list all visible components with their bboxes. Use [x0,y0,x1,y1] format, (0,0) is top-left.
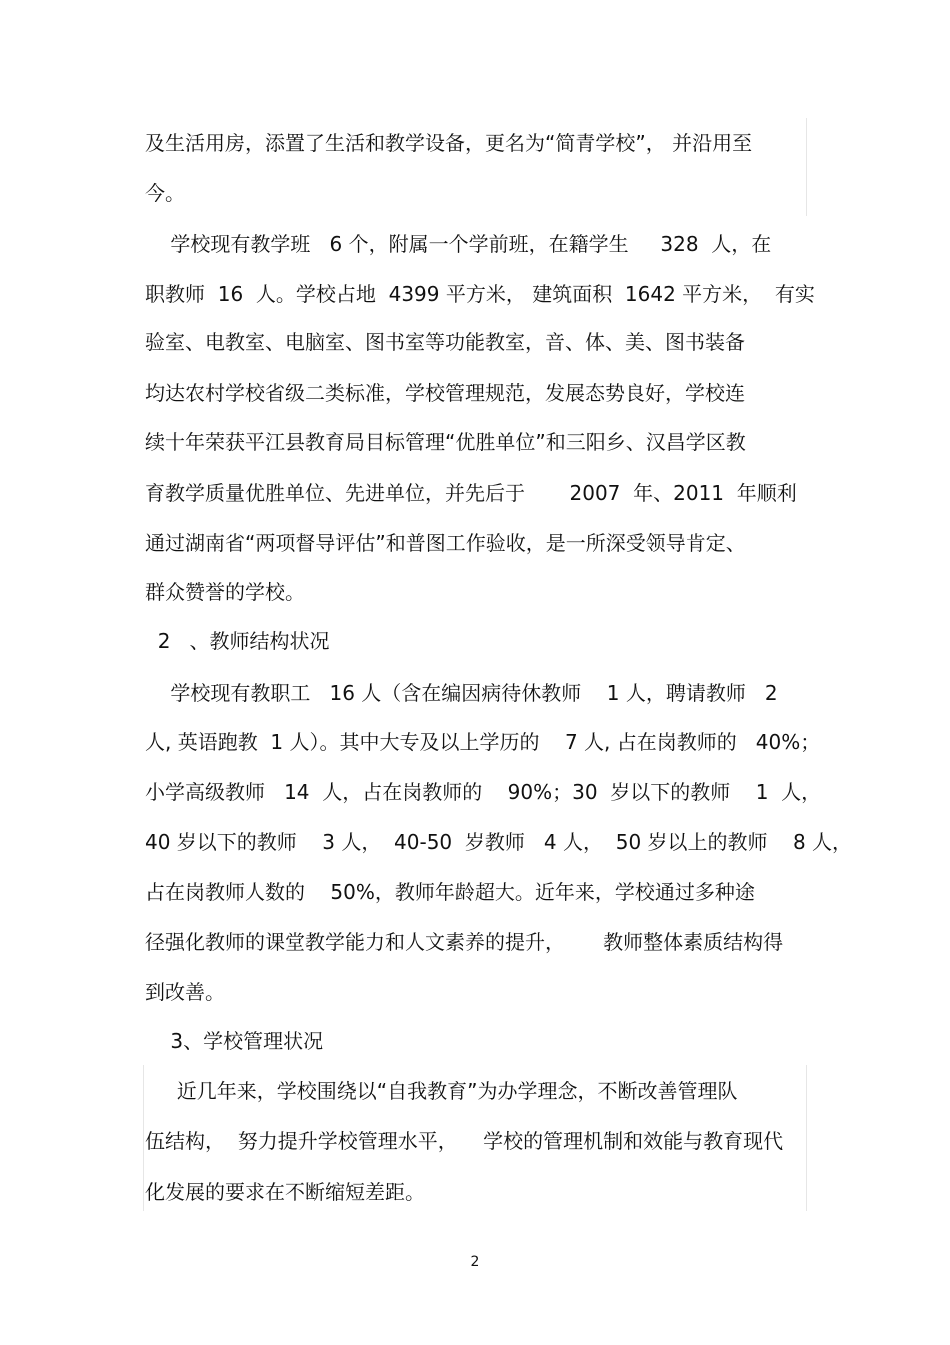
text-line: 今。 [145,181,185,205]
text-line: 近几年来，学校围绕以“自我教育”为办学理念，不断改善管理队 [145,1079,738,1103]
text-line: 伍结构， 努力提升学校管理水平， 学校的管理机制和效能与教育现代 [145,1129,784,1153]
text-line: 人, 英语跑教 1 人）。其中大专及以上学历的 7 人, 占在岗教师的 40%； [145,730,821,754]
text-line: 续十年荣获平江县教育局目标管理“优胜单位”和三阳乡、汉昌学区教 [145,430,746,454]
text-line: 育教学质量优胜单位、先进单位，并先后于 2007 年、2011 年顺利 [145,481,797,505]
frame-rule-bottom-left [143,1065,144,1211]
section-heading: 3、学校管理状况 [145,1029,324,1053]
frame-rule-bottom-right [806,1065,807,1211]
text-line: 学校现有教职工 16 人（含在编因病待休教师 1 人，聘请教师 2 [145,681,778,705]
text-line: 小学高级教师 14 人，占在岗教师的 90%；30 岁以下的教师 1 人， [145,780,822,804]
frame-rule-top-right [806,118,807,216]
text-line: 及生活用房，添置了生活和教学设备，更名为“简青学校”， 并沿用至 [145,131,753,155]
page-number: 2 [470,1254,480,1270]
text-line: 学校现有教学班 6 个，附属一个学前班，在籍学生 328 人，在 [145,232,772,256]
text-line: 占在岗教师人数的 50%，教师年龄超大。近年来，学校通过多种途 [145,880,755,904]
text-line: 均达农村学校省级二类标准，学校管理规范，发展态势良好，学校连 [145,381,745,405]
section-heading: 2 、教师结构状况 [145,629,330,653]
text-line: 群众赞誉的学校。 [145,580,305,604]
text-line: 通过湖南省“两项督导评估”和普图工作验收，是一所深受领导肯定、 [145,531,746,555]
text-line: 职教师 16 人。学校占地 4399 平方米， 建筑面积 1642 平方米， 有实 [145,282,815,306]
text-line: 化发展的要求在不断缩短差距。 [145,1180,425,1204]
text-line: 到改善。 [145,980,225,1004]
text-line: 径强化教师的课堂教学能力和人文素养的提升， 教师整体素质结构得 [145,930,784,954]
text-line: 验室、电教室、电脑室、图书室等功能教室，音、体、美、图书装备 [145,330,745,354]
text-line: 40 岁以下的教师 3 人， 40-50 岁教师 4 人， 50 岁以上的教师 8 人， [145,830,853,854]
